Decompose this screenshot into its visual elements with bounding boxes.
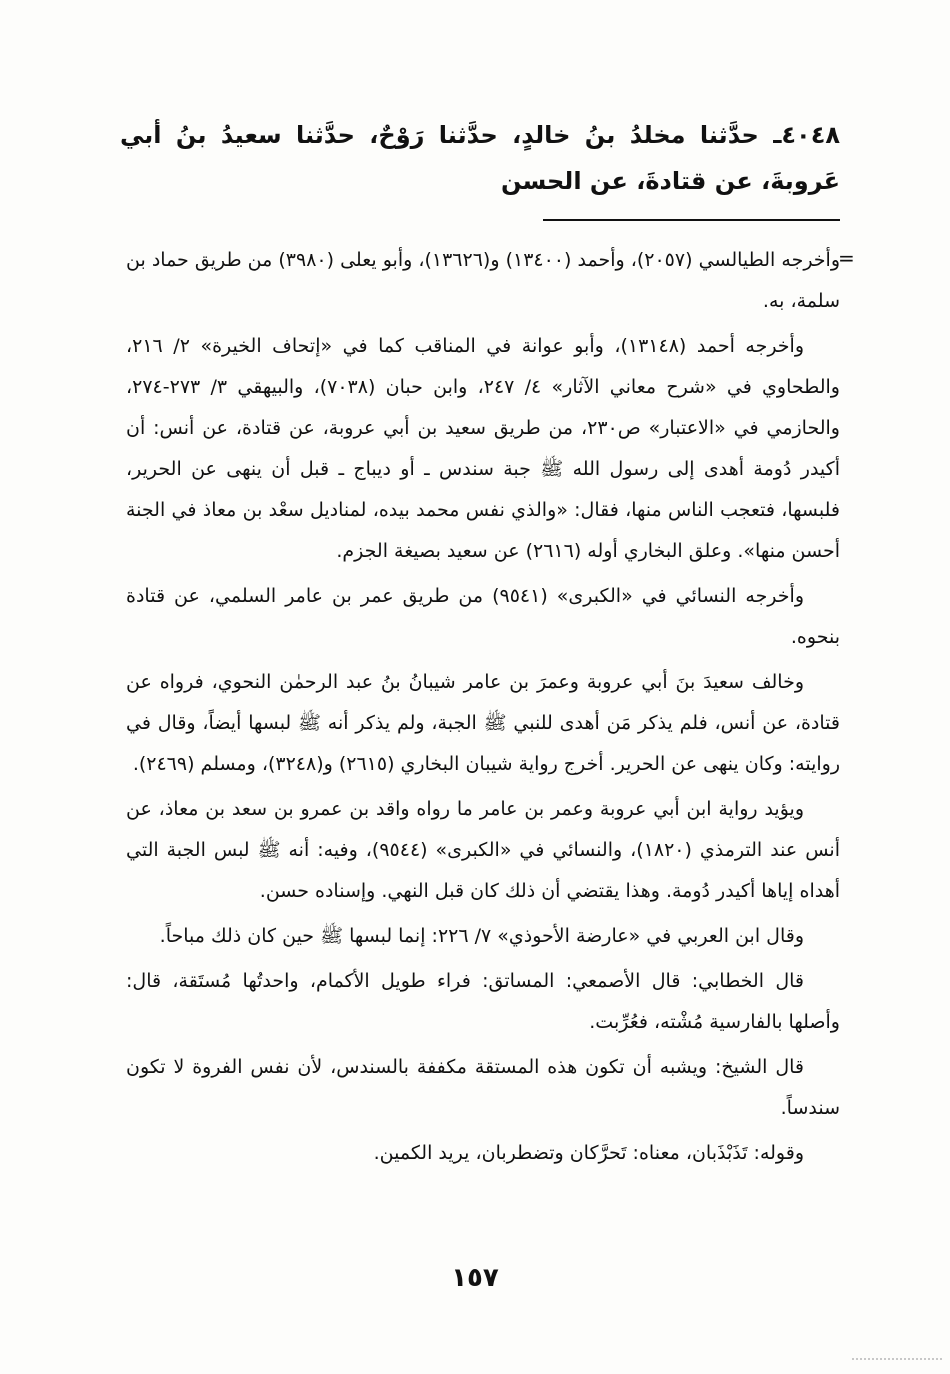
footnote-paragraph: وخالف سعيدَ بنَ أبي عروبة وعمرَ بن عامر شيبانُ بنُ عبد الرحمٰن النحوي، فرواه عن قتادة، عن أنس، فلم يذكر مَن أهدى للنبي ﷺ الجبة، ولم يذكر أنه ﷺ لبسها أيضاً، وقال في روايته: وكان ينهى عن الحرير. أخرج رواية شيبان البخاري (٢٦١٥) و(٣٢٤٨)، ومسلم (٢٤٦٩). xyxy=(126,671,840,775)
footnote-paragraph: وقوله: تَذَبْذَبان، معناه: تَحرَّكان وتضطربان، يريد الكمين. xyxy=(373,1142,804,1164)
footnotes-section xyxy=(126,240,840,1178)
scan-artifact xyxy=(852,1358,942,1362)
page-number: ١٥٧ xyxy=(451,1263,499,1293)
footnote-paragraph: قال الخطابي: قال الأصمعي: المساتق: فراء طويل الأكمام، واحدتُها مُستَقة، قال: وأصلها بالفارسية مُشْته، فعُرِّبت. xyxy=(126,970,840,1033)
footnote-separator xyxy=(543,219,840,221)
footnote-paragraph: ويؤيد رواية ابن أبي عروبة وعمر بن عامر ما رواه واقد بن عمرو بن سعد بن معاذ، عن أنس عند الترمذي (١٨٢٠)، والنسائي في «الكبرى» (٩٥٤٤)، وفيه: أنه ﷺ لبس الجبة التي أهداه إياها أكيدر دُومة. وهذا يقتضي أن ذلك كان قبل النهي. وإسناده حسن. xyxy=(126,798,840,902)
footnote-paragraph: وقال ابن العربي في «عارضة الأحوذي» ٧/ ٢٢٦: إنما لبسها ﷺ حين كان ذلك مباحاً. xyxy=(159,925,804,947)
footnote-paragraph: وأخرجه الطيالسي (٢٠٥٧)، وأحمد (١٣٤٠٠) و(١٣٦٢٦)، وأبو يعلى (٣٩٨٠) من طريق حماد بن سلمة، به. xyxy=(126,249,840,312)
footnote-paragraph: قال الشيخ: ويشبه أن تكون هذه المستقة مكففة بالسندس، لأن نفس الفروة لا تكون سندساً. xyxy=(126,1056,840,1119)
footnote-paragraph: وأخرجه أحمد (١٣١٤٨)، وأبو عوانة في المناقب كما في «إتحاف الخيرة» ٢/ ٢١٦، والطحاوي في «شرح معاني الآثار» ٤/ ٢٤٧، وابن حبان (٧٠٣٨)، والبيهقي ٣/ ٢٧٣-٢٧٤، والحازمي في «الاعتبار» ص٢٣٠، من طريق سعيد بن أبي عروبة، عن قتادة، عن أنس: أن أكيدر دُومة أهدى إلى رسول الله ﷺ جبة سندس ـ أو ديباج ـ قبل أن ينهى عن الحرير، فلبسها، فتعجب الناس منها، فقال: «والذي نفس محمد بيده، لمناديل سعْد بن معاذ في الجنة أحسن منها». وعلق البخاري أوله (٢٦١٦) عن سعيد بصيغة الجزم. xyxy=(126,335,840,562)
footnote-paragraph: وأخرجه النسائي في «الكبرى» (٩٥٤١) من طريق عمر بن عامر السلمي، عن قتادة بنحوه. xyxy=(126,585,840,648)
continuation-mark: = xyxy=(838,246,855,270)
hadith-text: ٤٠٤٨ـ حدَّثنا مخلدُ بنُ خالدٍ، حدَّثنا رَوْحٌ، حدَّثنا سعيدُ بنُ أبي عَروبةَ، عن قتادةَ، عن الحسن xyxy=(120,121,840,195)
hadith-main-text xyxy=(120,112,840,204)
